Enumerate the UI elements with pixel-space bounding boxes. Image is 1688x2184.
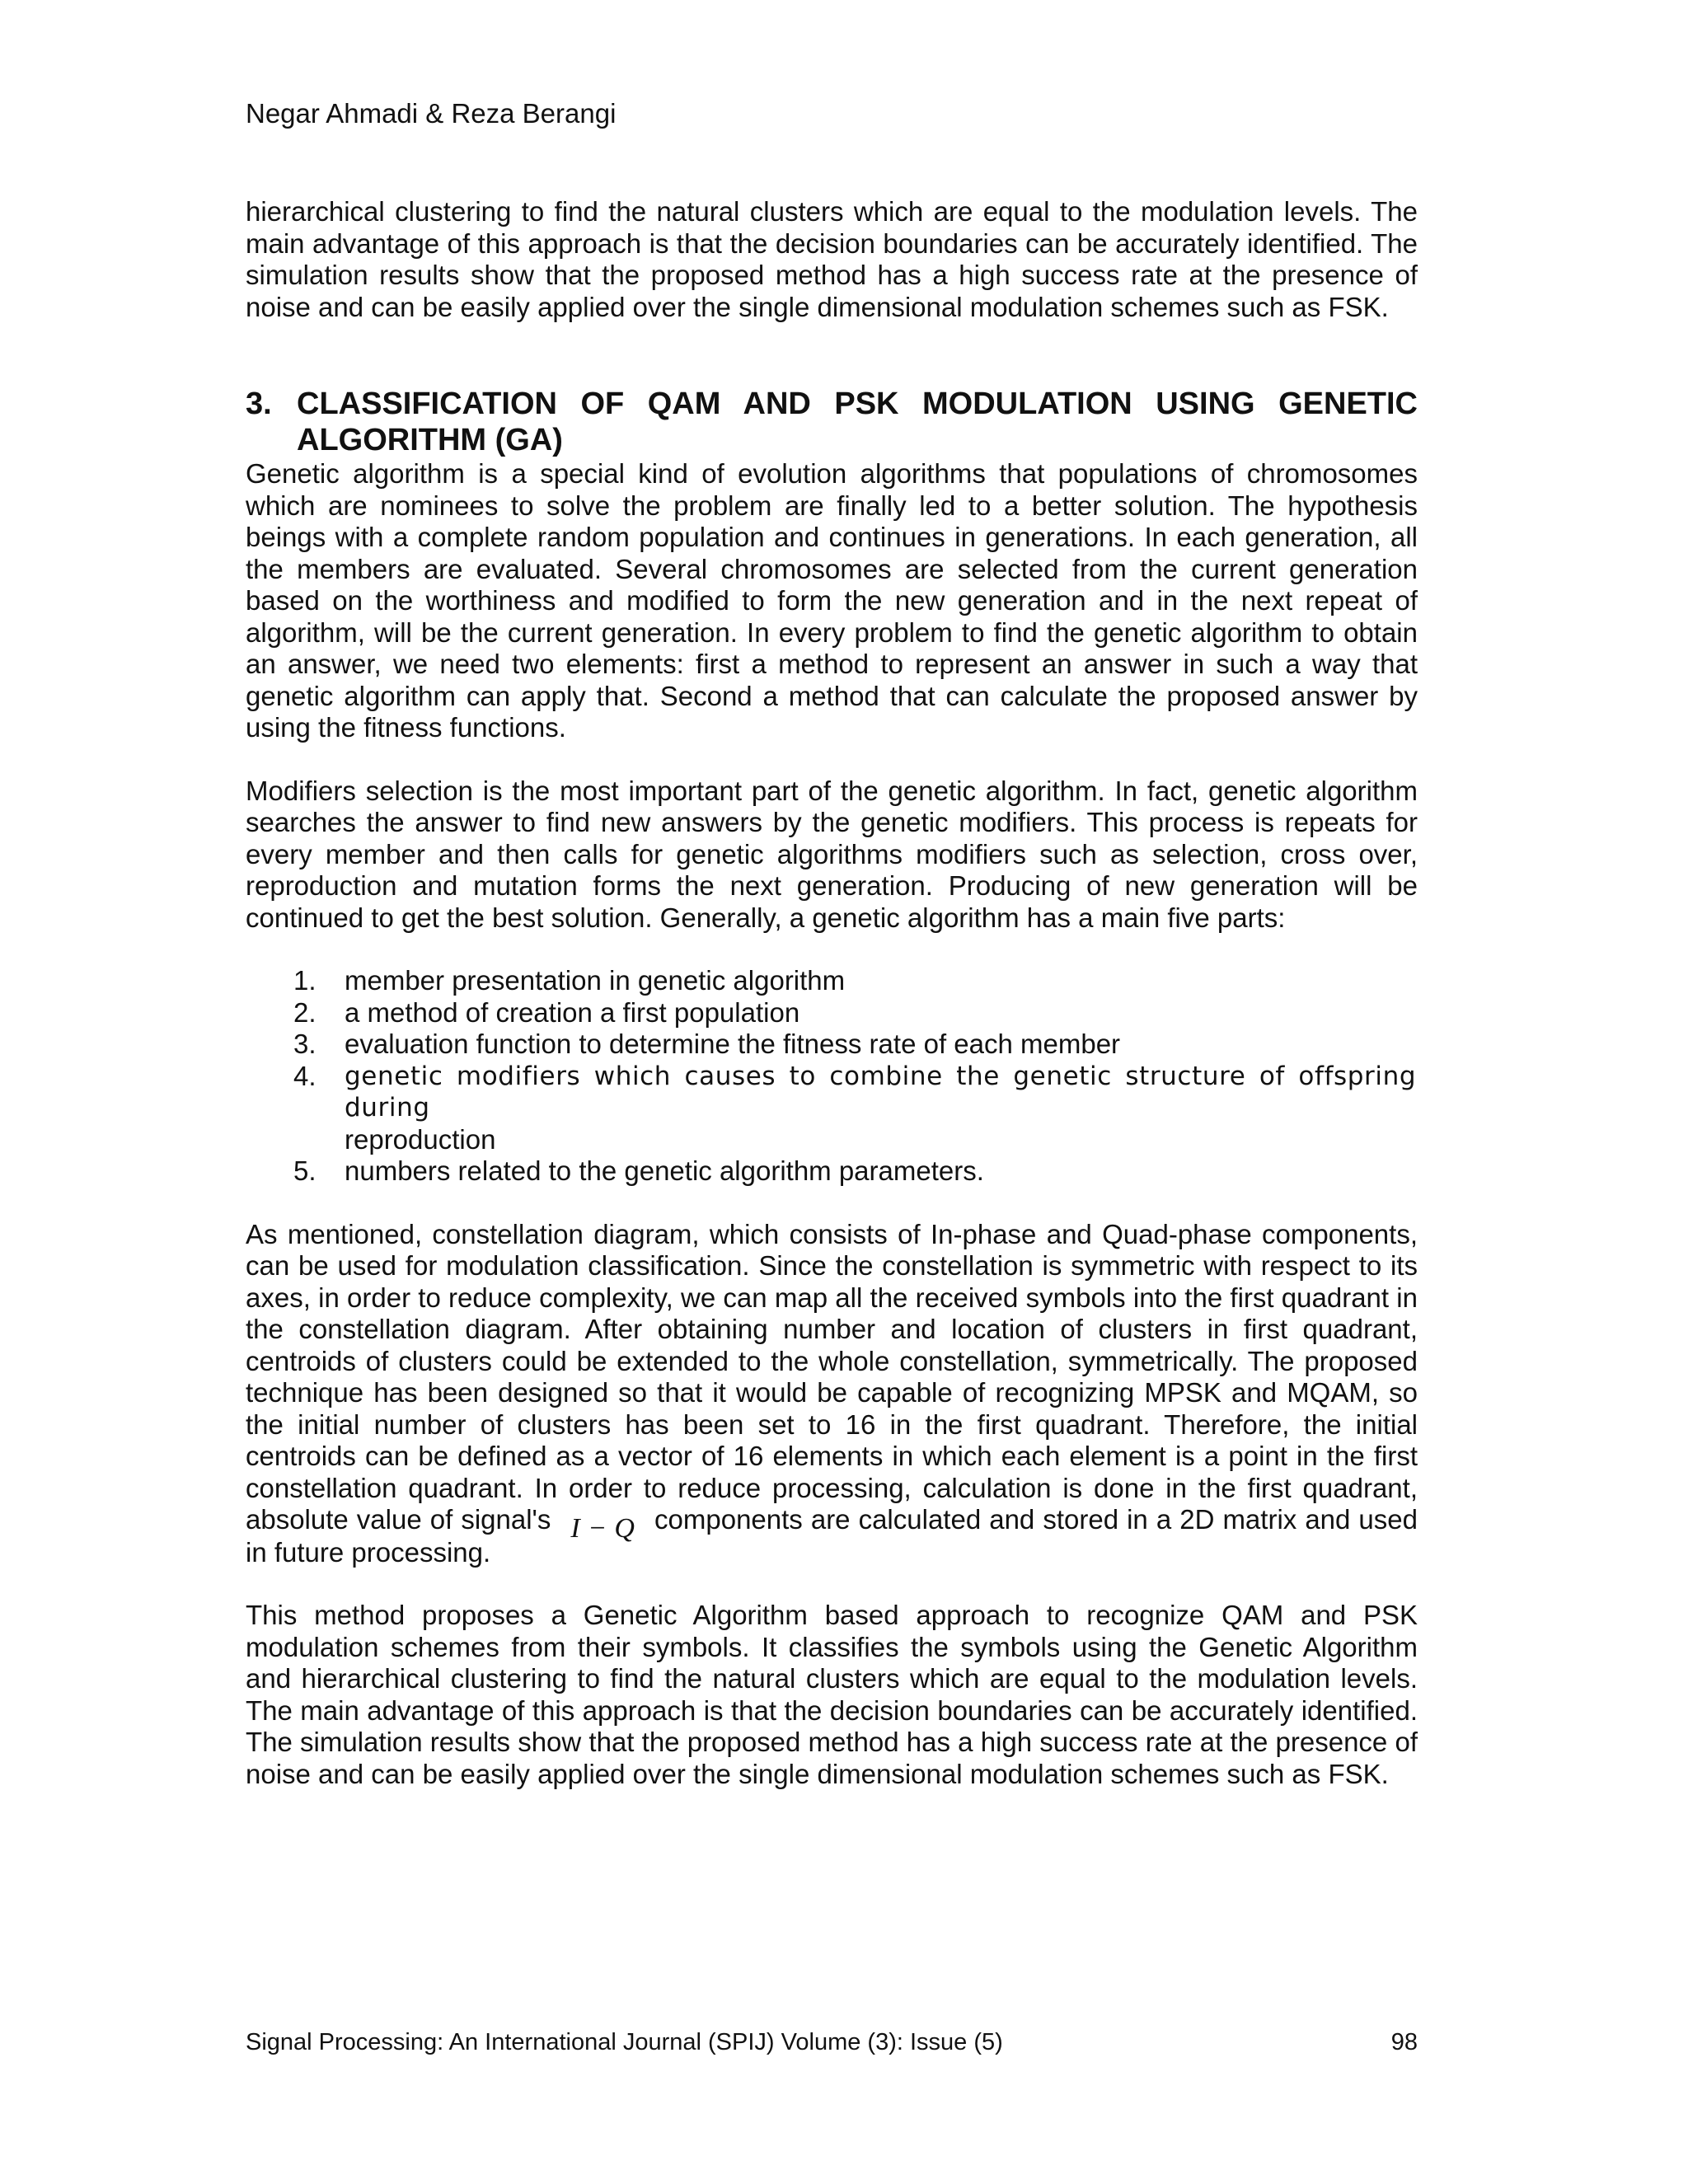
list-item-text: a method of creation a first population (345, 996, 800, 1028)
spacer (246, 1568, 1418, 1600)
list-item-number: 2. (293, 996, 316, 1028)
section-heading (246, 386, 1418, 458)
running-footer (246, 2027, 1418, 2057)
list-item-text: genetic modifiers which causes to combine the genetic structure of offspring (345, 1061, 1417, 1091)
footer-journal: Signal Processing: An International Journal (SPIJ) Volume (3): Issue (5) (246, 2029, 1003, 2055)
list-item-text: during (345, 1093, 430, 1122)
page-body (246, 196, 1418, 1790)
spacer (246, 323, 1418, 386)
list-item-text: numbers related to the genetic algorithm parameters. (345, 1155, 984, 1186)
list-item-text-block (345, 1061, 1418, 1156)
paragraph-method-summary: This method proposes a Genetic Algorithm based approach to recognize QAM and PSK modulation schemes from their symbols. It classifies the symbols using the Genetic Algorithm and hierarchical clustering to find the natural clusters which are equal to the modulation levels. The main advantage of this approach is that the decision boundaries can be accurately identified. The simulation results show that the proposed method has a high success rate at the presence of noise and can be easily applied over the single dimensional modulation schemes such as FSK. (246, 1600, 1418, 1789)
list-item-number: 4. (293, 1060, 316, 1091)
list-item-number: 3. (293, 1029, 316, 1059)
paragraph-text: As mentioned, constellation diagram, which consists of In-phase and Quad-phase components, can be used for modulation classification. Since the constellation is symmetric with respect to its axes, in order to reduce complexity, we can map all the received symbols into the first quadrant in the constellation diagram. After obtaining number and location of clusters in first quadrant, centroids of clusters could be extended to the whole constellation, symmetrically. The proposed technique has been designed so that it would be capable of recognizing MPSK and MQAM, so the initial number of clusters has been set to 16 in the first quadrant. Therefore, the initial centroids can be defined as a vector of 16 elements in which each element is a point in the first constellation quadrant. In order to reduce processing, calculation is done in the first quadrant, absolute value of signal's (246, 1218, 1418, 1535)
spacer (246, 1188, 1418, 1219)
list-item-text: reproduction (345, 1123, 496, 1155)
list-item (293, 1155, 1418, 1188)
spacer (246, 934, 1418, 965)
list-item (293, 1029, 1418, 1061)
running-header-authors: Negar Ahmadi & Reza Berangi (246, 98, 617, 129)
section-title: CLASSIFICATION OF QAM AND PSK MODULATION USING GENETIC ALGORITHM (GA) (297, 387, 1418, 457)
paragraph-text: components are calculated and stored in a 2D matrix and used in future processing. (246, 1504, 1418, 1568)
math-i-minus-q: I − Q (570, 1513, 635, 1544)
spacer (246, 744, 1418, 776)
paragraph-constellation (246, 1219, 1418, 1569)
section-number: 3. (246, 387, 272, 421)
ga-parts-list (246, 965, 1418, 1188)
list-item-number: 1. (293, 965, 316, 996)
list-item-number: 5. (293, 1155, 316, 1186)
list-item (293, 1061, 1418, 1156)
footer-page-number: 98 (1390, 2029, 1418, 2055)
paragraph-modifiers-selection: Modifiers selection is the most important part of the genetic algorithm. In fact, genetic algorithm searches the answer to find new answers by the genetic modifiers. This process is repeats for every member and then calls for genetic algorithms modifiers such as selection, cross over, reproduction and mutation forms the next generation. Producing of new generation will be continued to get the best solution. Generally, a genetic algorithm has a main five parts: (246, 775, 1418, 933)
paragraph-genetic-algorithm-intro: Genetic algorithm is a special kind of evolution algorithms that populations of chromosomes which are nominees to solve the problem are finally led to a better solution. The hypothesis beings with a complete random population and continues in generations. In each generation, all the members are evaluated. Several chromosomes are selected from the current generation based on the worthiness and modified to form the new generation and in the next repeat of algorithm, will be the current generation. In every problem to find the genetic algorithm to obtain an answer, we need two elements: first a method to represent an answer in such a way that genetic algorithm can apply that. Second a method that can calculate the proposed answer by using the fitness functions. (246, 458, 1418, 743)
intro-paragraph: hierarchical clustering to find the natural clusters which are equal to the modulation levels. The main advantage of this approach is that the decision boundaries can be accurately identified. The simulation results show that the proposed method has a high success rate at the presence of noise and can be easily applied over the single dimensional modulation schemes such as FSK. (246, 196, 1418, 322)
list-item-text: member presentation in genetic algorithm (345, 965, 846, 996)
list-item-text: evaluation function to determine the fitness rate of each member (345, 1029, 1121, 1059)
list-item (293, 997, 1418, 1029)
list-item (293, 965, 1418, 997)
